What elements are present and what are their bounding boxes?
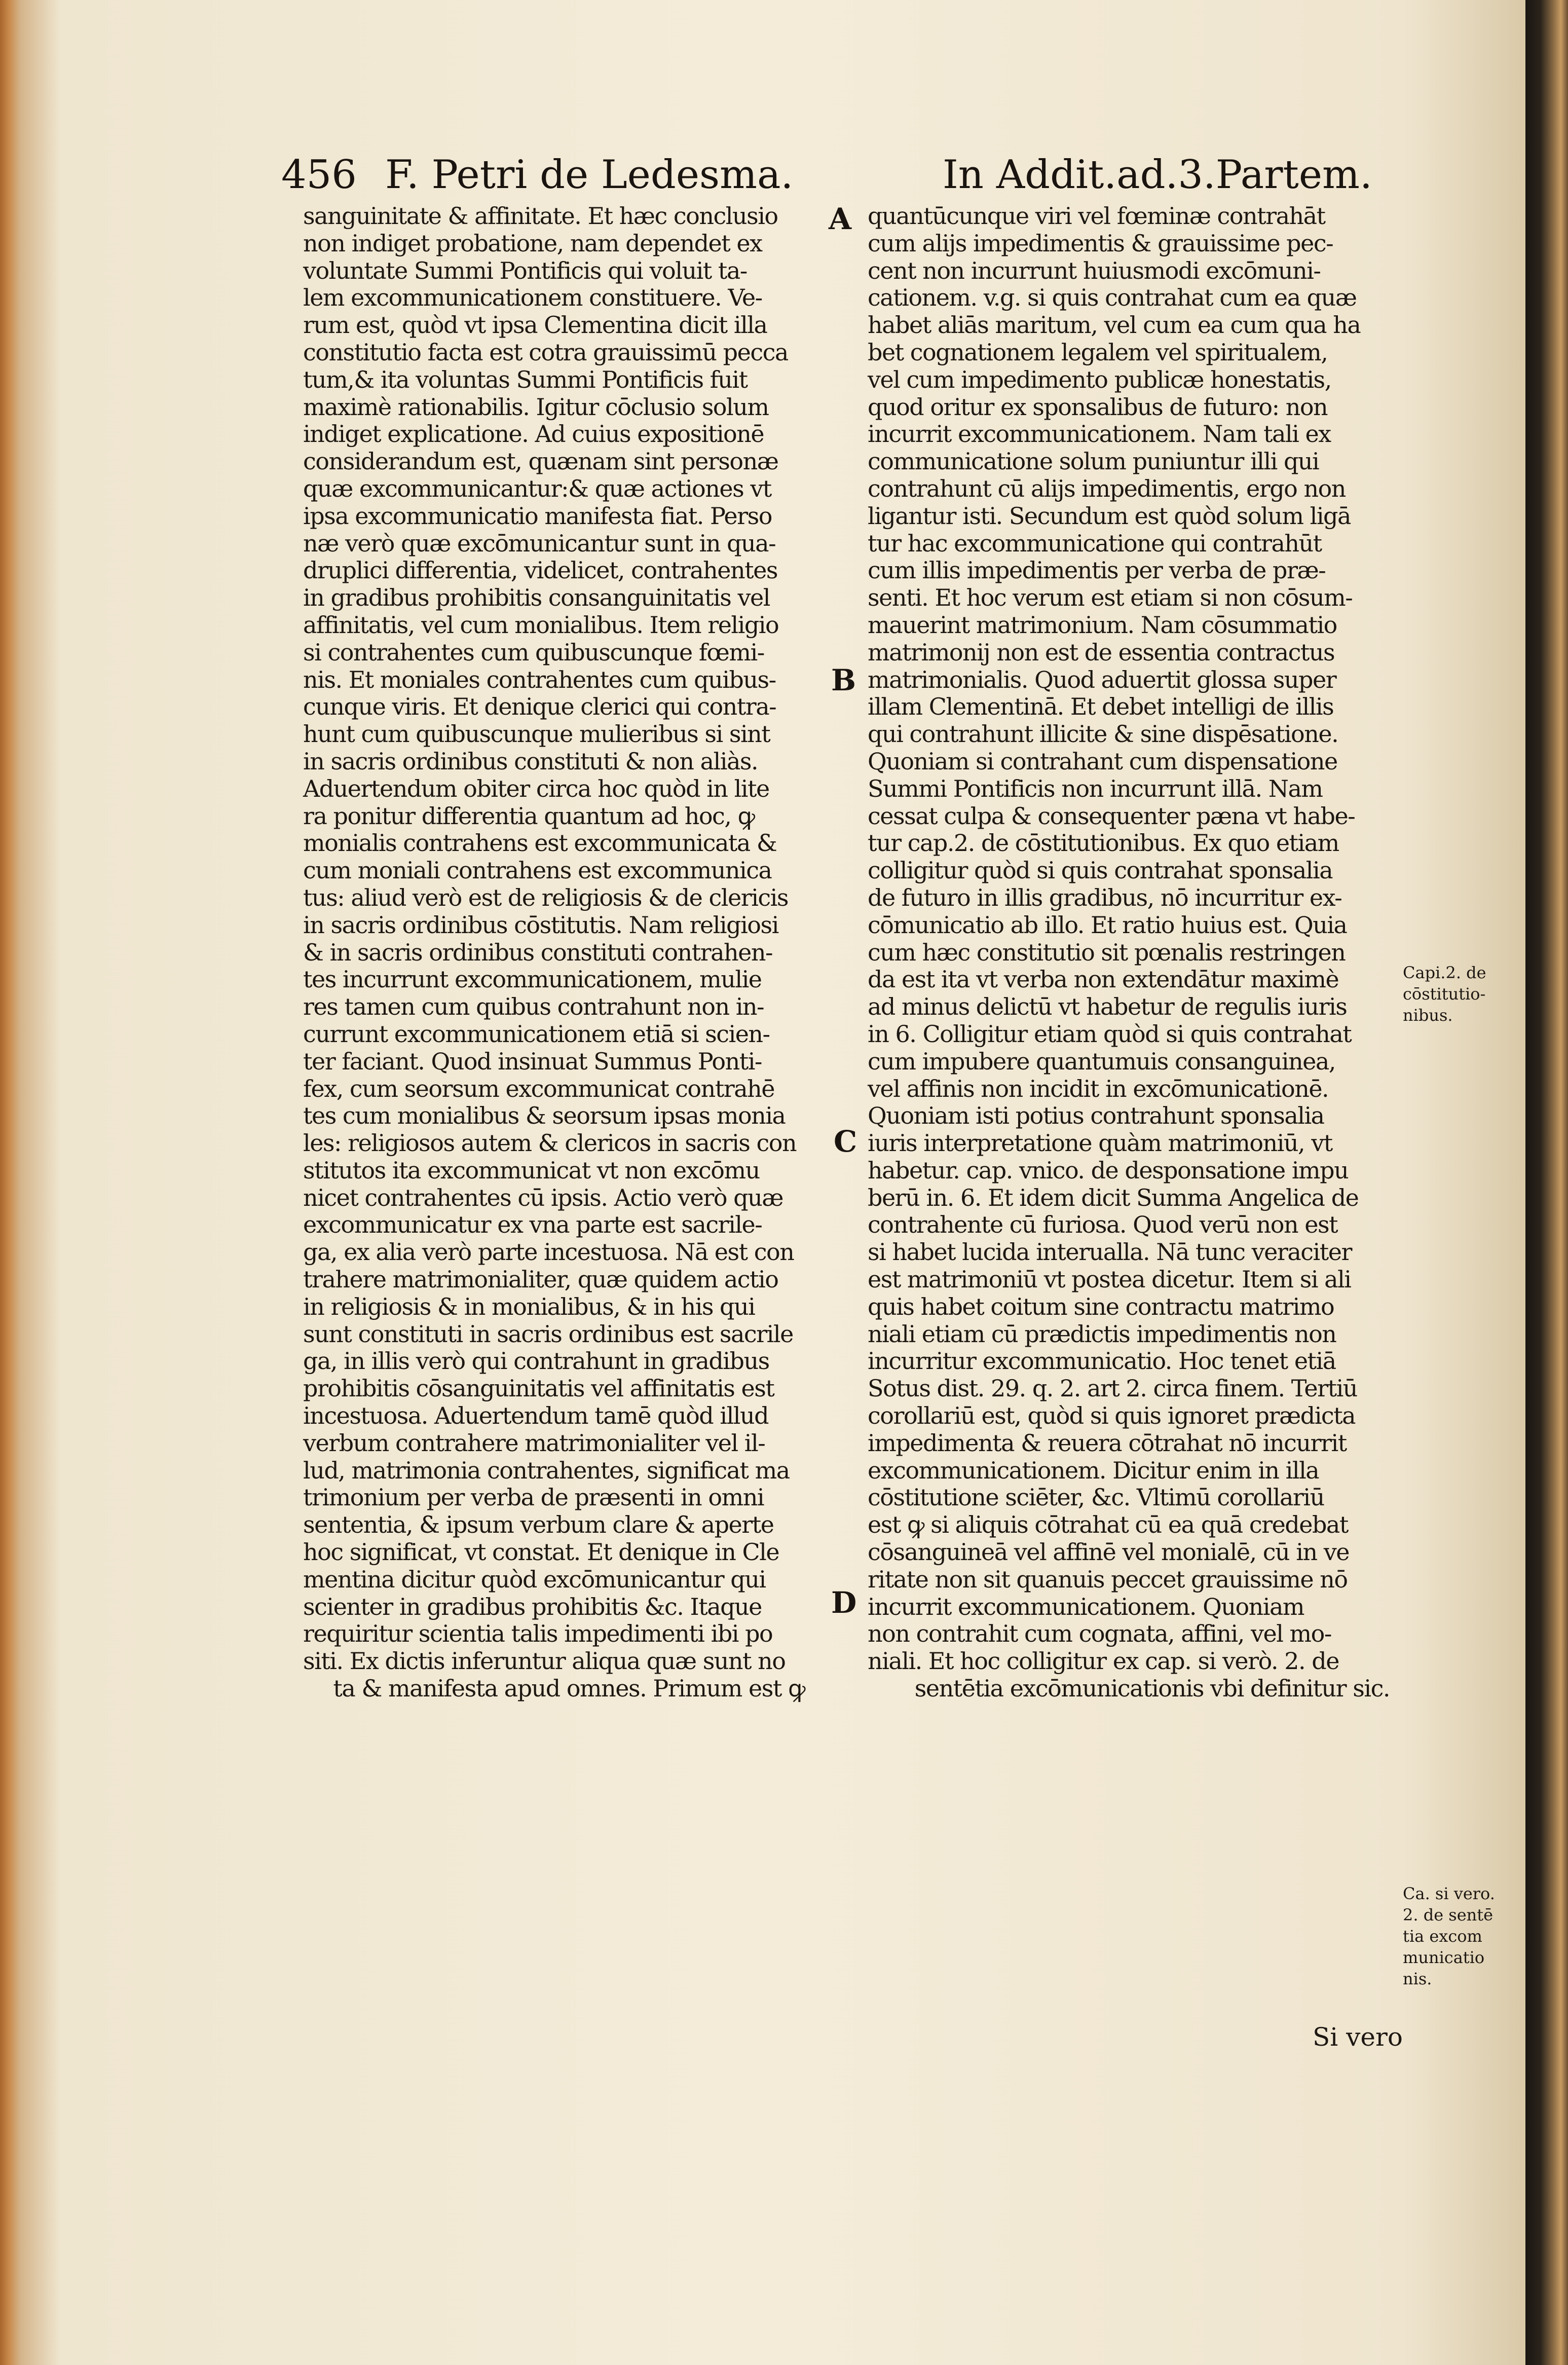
running-section: In Addit.ad.3.Partem.: [943, 152, 1372, 198]
catchword: Si vero: [1313, 2022, 1403, 2052]
text-line: iuris interpretatione quàm matrimoniū, vt: [868, 1129, 1332, 1157]
text-line: les: religiosos autem & clericos in sacris con: [303, 1129, 797, 1157]
text-line: druplici differentia, videlicet, contrahentes: [303, 557, 777, 584]
text-line: niali. Et hoc colligitur ex cap. si verò. 2. de: [868, 1647, 1339, 1675]
text-line: lud, matrimonia contrahentes, significat ma: [303, 1456, 790, 1484]
text-line: ga, ex alia verò parte incestuosa. Nā est con: [303, 1238, 794, 1266]
text-line: bet cognationem legalem vel spiritualem,: [868, 338, 1328, 366]
text-line: cum alijs impedimentis & grauissime pec-: [868, 229, 1333, 257]
text-line: quis habet coitum sine contractu matrimo: [868, 1292, 1334, 1320]
section-marker-d: D: [831, 1585, 857, 1620]
text-line: cum illis impedimentis per verba de præ-: [868, 557, 1326, 584]
text-line: nis. Et moniales contrahentes cum quibus-: [303, 666, 776, 693]
text-line: sentētia excōmunicationis vbi definitur sic.: [914, 1675, 1390, 1703]
text-line: incestuosa. Aduertendum tamē quòd illud: [303, 1402, 769, 1430]
text-line: senti. Et hoc verum est etiam si non cōsum-: [868, 584, 1353, 612]
section-marker-b: B: [831, 663, 856, 697]
facing-page-edge: [1525, 0, 1568, 2365]
text-line: corollariū est, quòd si quis ignoret prædicta: [868, 1402, 1356, 1430]
text-line: vel cum impedimento publicæ honestatis,: [868, 365, 1331, 393]
text-line: monialis contrahens est excommunicata &: [303, 829, 777, 857]
right-text-column: [868, 203, 1400, 1703]
text-line: incurrit excommunicationem. Quoniam: [868, 1593, 1304, 1620]
text-line: in gradibus prohibitis consanguinitatis vel: [303, 584, 770, 612]
text-line: Aduertendum obiter circa hoc quòd in lite: [303, 774, 769, 802]
text-line: matrimonij non est de essentia contractus: [868, 638, 1335, 666]
text-line: habetur. cap. vnico. de desponsatione impu: [868, 1156, 1349, 1184]
text-line: scienter in gradibus prohibitis &c. Itaque: [303, 1593, 762, 1620]
text-line: ad minus delictū vt habetur de regulis iuris: [868, 993, 1347, 1021]
text-line: quantūcunque viri vel fœminæ contrahāt: [868, 202, 1325, 230]
text-line: sententia, & ipsum verbum clare & aperte: [303, 1511, 774, 1539]
margin-note-line: Capi.2. de: [1403, 963, 1486, 982]
text-line: non contrahit cum cognata, affini, vel mo-: [868, 1620, 1331, 1648]
text-line: ipsa excommunicatio manifesta fiat. Perso: [303, 502, 772, 530]
text-line: trimonium per verba de præsenti in omni: [303, 1484, 764, 1511]
margin-note-line: nis.: [1403, 1969, 1432, 1988]
text-line: ritate non sit quanuis peccet grauissime nō: [868, 1565, 1348, 1593]
text-line: incurrit excommunicationem. Nam tali ex: [868, 420, 1331, 448]
margin-note-line: cōstitutio-: [1403, 984, 1486, 1004]
text-line: cum hæc constitutio sit pœnalis restringen: [868, 938, 1346, 966]
margin-note-line: 2. de sentē: [1403, 1905, 1494, 1925]
text-line: communicatione solum puniuntur illi qui: [868, 448, 1319, 475]
text-line: ter faciant. Quod insinuat Summus Ponti-: [303, 1047, 762, 1075]
text-line: tum,& ita voluntas Summi Pontificis fuit: [303, 365, 748, 393]
text-line: cum impubere quantumuis consanguinea,: [868, 1047, 1335, 1075]
text-line: ta & manifesta apud omnes. Primum est ꝙ: [333, 1675, 805, 1703]
text-line: tur hac excommunicatione qui contrahūt: [868, 529, 1322, 557]
text-line: cum moniali contrahens est excommunica: [303, 857, 772, 884]
text-line: quæ excommunicantur:& quæ actiones vt: [303, 474, 771, 502]
text-line: non indiget probatione, nam dependet ex: [303, 229, 762, 257]
text-line: hoc significat, vt constat. Et denique in Cle: [303, 1538, 779, 1566]
text-line: colligitur quòd si quis contrahat sponsalia: [868, 857, 1333, 884]
text-line: Summi Pontificis non incurrunt illā. Nam: [868, 774, 1323, 802]
text-line: niali etiam cū prædictis impedimentis non: [868, 1320, 1336, 1348]
text-line: ra ponitur differentia quantum ad hoc, ꝙ: [303, 802, 755, 830]
text-line: sanguinitate & affinitate. Et hæc conclusio: [303, 202, 778, 230]
text-line: res tamen cum quibus contrahunt non in-: [303, 993, 764, 1021]
text-line: Sotus dist. 29. q. 2. art 2. circa finem. Tertiū: [868, 1375, 1357, 1402]
text-line: & in sacris ordinibus constituti contrahen-: [303, 938, 773, 966]
text-line: cationem. v.g. si quis contrahat cum ea quæ: [868, 284, 1357, 312]
text-line: in sacris ordinibus constituti & non aliàs.: [303, 747, 758, 775]
text-line: affinitatis, vel cum monialibus. Item religio: [303, 611, 779, 639]
text-line: fex, cum seorsum excommunicat contrahē: [303, 1075, 775, 1102]
margin-note-line: municatio: [1403, 1948, 1485, 1967]
text-line: næ verò quæ excōmunicantur sunt in qua-: [303, 529, 776, 557]
margin-note-line: nibus.: [1403, 1006, 1453, 1025]
text-line: tur cap.2. de cōstitutionibus. Ex quo etiam: [868, 829, 1339, 857]
text-line: da est ita vt verba non extendātur maximè: [868, 966, 1339, 993]
text-line: est matrimoniū vt postea dicetur. Item si ali: [868, 1266, 1351, 1294]
margin-note: [1403, 962, 1486, 1026]
text-line: mentina dicitur quòd excōmunicantur qui: [303, 1565, 766, 1593]
text-line: mauerint matrimonium. Nam cōsummatio: [868, 611, 1337, 639]
text-line: cōsanguineā vel affinē vel monialē, cū in ve: [868, 1538, 1349, 1566]
section-marker-c: C: [834, 1124, 857, 1159]
text-line: si habet lucida interualla. Nā tunc veraciter: [868, 1238, 1352, 1266]
text-line: rum est, quòd vt ipsa Clementina dicit illa: [303, 311, 767, 339]
margin-note-line: tia excom: [1403, 1927, 1482, 1946]
text-line: nicet contrahentes cū ipsis. Actio verò quæ: [303, 1184, 783, 1211]
margin-note: [1403, 1883, 1495, 1989]
text-line: voluntate Summi Pontificis qui voluit ta-: [303, 256, 747, 284]
text-line: maximè rationabilis. Igitur cōclusio solum: [303, 393, 769, 421]
text-line: cent non incurrunt huiusmodi excōmuni-: [868, 256, 1321, 284]
text-line: verbum contrahere matrimonialiter vel il-: [303, 1429, 765, 1457]
text-line: impedimenta & reuera cōtrahat nō incurrit: [868, 1429, 1347, 1457]
text-line: constitutio facta est cotra grauissimū pecca: [303, 338, 788, 366]
text-line: si contrahentes cum quibuscunque fœmi-: [303, 638, 764, 666]
text-line: incurritur excommunicatio. Hoc tenet etiā: [868, 1347, 1336, 1375]
text-line: Quoniam isti potius contrahunt sponsalia: [868, 1102, 1324, 1130]
text-line: contrahente cū furiosa. Quod verū non est: [868, 1211, 1338, 1239]
text-line: hunt cum quibuscunque mulieribus si sint: [303, 720, 770, 748]
text-line: excommunicatur ex vna parte est sacrile-: [303, 1211, 762, 1239]
text-line: tus: aliud verò est de religiosis & de clericis: [303, 883, 788, 911]
text-line: vel affinis non incidit in excōmunicationē.: [868, 1075, 1329, 1102]
left-text-column: [303, 203, 815, 1703]
page-number: 456: [281, 152, 357, 198]
text-line: trahere matrimonialiter, quæ quidem actio: [303, 1266, 778, 1294]
text-line: cunque viris. Et denique clerici qui contra-: [303, 693, 776, 721]
text-line: Quoniam si contrahant cum dispensatione: [868, 747, 1337, 775]
section-marker-a: A: [829, 202, 852, 236]
text-line: indiget explicatione. Ad cuius expositionē: [303, 420, 764, 448]
text-line: requiritur scientia talis impedimenti ibi po: [303, 1620, 773, 1648]
text-line: prohibitis cōsanguinitatis vel affinitatis est: [303, 1375, 774, 1402]
text-line: contrahunt cū alijs impedimentis, ergo non: [868, 474, 1346, 502]
text-line: illam Clementinā. Et debet intelligi de illis: [868, 693, 1334, 721]
text-line: considerandum est, quænam sint personæ: [303, 448, 778, 475]
margin-note-line: Ca. si vero.: [1403, 1884, 1495, 1903]
text-line: habet aliās maritum, vel cum ea cum qua ha: [868, 311, 1361, 339]
text-line: currunt excommunicationem etiā si scien-: [303, 1020, 770, 1048]
text-line: stitutos ita excommunicat vt non excōmu: [303, 1156, 760, 1184]
text-line: in sacris ordinibus cōstitutis. Nam religiosi: [303, 911, 778, 939]
text-line: est ꝙ si aliquis cōtrahat cū ea quā credebat: [868, 1511, 1348, 1539]
text-line: cōmunicatio ab illo. Et ratio huius est. Quia: [868, 911, 1347, 939]
text-line: cōstitutione sciēter, &c. Vltimū corollariū: [868, 1484, 1324, 1511]
text-line: ga, in illis verò qui contrahunt in gradibus: [303, 1347, 769, 1375]
text-line: berū in. 6. Et idem dicit Summa Angelica de: [868, 1184, 1359, 1211]
text-line: tes incurrunt excommunicationem, mulie: [303, 966, 762, 993]
text-line: sunt constituti in sacris ordinibus est sacrile: [303, 1320, 793, 1348]
text-line: in 6. Colligitur etiam quòd si quis contrahat: [868, 1020, 1352, 1048]
text-line: de futuro in illis gradibus, nō incurritur ex-: [868, 883, 1342, 911]
text-line: lem excommunicationem constituere. Ve-: [303, 284, 762, 312]
text-line: quod oritur ex sponsalibus de futuro: non: [868, 393, 1328, 421]
text-line: matrimonialis. Quod aduertit glossa super: [868, 666, 1336, 693]
text-line: tes cum monialibus & seorsum ipsas monia: [303, 1102, 786, 1130]
text-line: qui contrahunt illicite & sine dispēsatione.: [868, 720, 1338, 748]
running-title: F. Petri de Ledesma.: [385, 152, 794, 198]
text-line: excommunicationem. Dicitur enim in illa: [868, 1456, 1319, 1484]
text-line: cessat culpa & consequenter pæna vt habe-: [868, 802, 1355, 830]
text-line: siti. Ex dictis inferuntur aliqua quæ sunt no: [303, 1647, 786, 1675]
text-line: ligantur isti. Secundum est quòd solum ligā: [868, 502, 1351, 530]
text-line: in religiosis & in monialibus, & in his qui: [303, 1292, 755, 1320]
